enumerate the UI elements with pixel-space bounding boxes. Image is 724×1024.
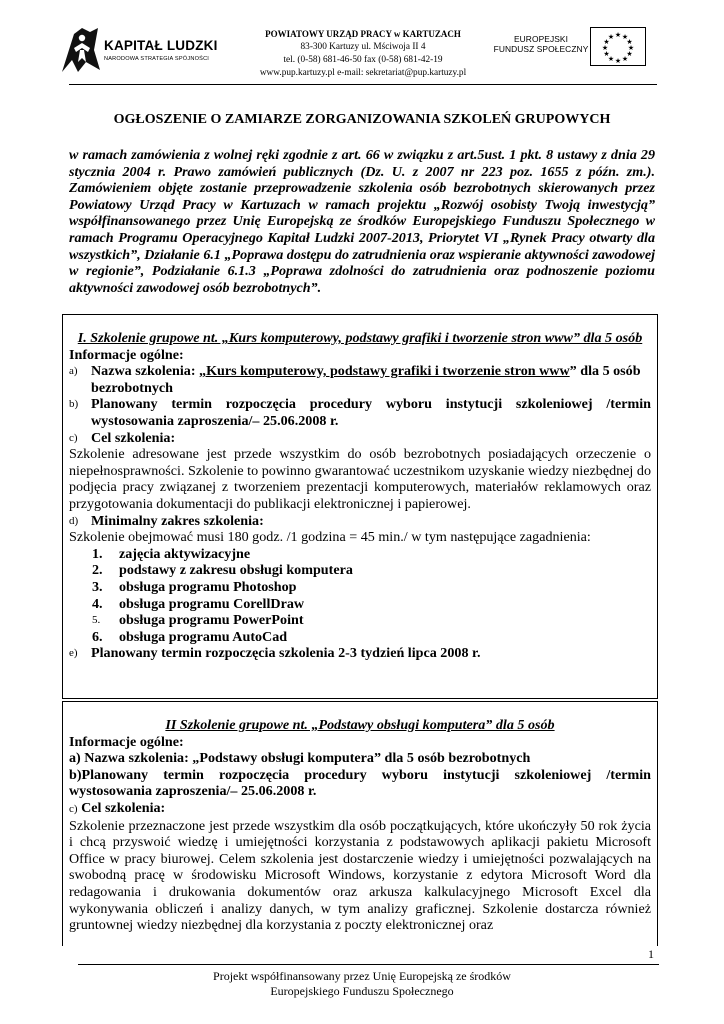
section-1-scope-text: Szkolenie obejmować musi 180 godz. /1 godzina = 45 min./ w tym następujące zagadnienia:: [69, 529, 591, 546]
item-d-heading: Minimalny zakres szkolenia:: [91, 512, 264, 529]
office-web: www.pup.kartuzy.pl e-mail: sekretariat@pup.kartuzy.pl: [259, 68, 467, 78]
section-2-info-heading: Informacje ogólne:: [69, 733, 184, 750]
svg-text:★: ★: [603, 50, 610, 58]
svg-text:★: ★: [603, 38, 610, 46]
page-title: OGŁOSZENIE O ZAMIARZE ZORGANIZOWANIA SZKOLEŃ GRUPOWYCH: [113, 112, 611, 127]
item-c-heading: Cel szkolenia:: [81, 799, 166, 816]
item-a-suffix: ” dla 5 osób bezrobotnych: [91, 363, 641, 396]
topic-item: 2. podstawy z zakresu obsługi komputera: [92, 562, 353, 579]
section-2-goal-text: Szkolenie przeznaczone jest przede wszystkim dla osób początkujących, które ukończyły 50 rok życia i chcą przyswoić wiedzę i umiejętności korzystania z podstawowych aplikacji pakietu Microsoft Office w pracy biurowej. Celem szkolenia jest dostarczenie wiedzy i umiejętności pozwalających na swobodną pracę w środowisku Microsoft Windows, korzystanie z edytora Microsoft Word dla redagowania i drukowania dokumentów oraz arkusza kalkulacyjnego Microsoft Excel dla wykonywania obliczeń i analizy danych, w tym analizy graficznej. Szkolenie dostarcza również gruntownej wiedzy niezbędnej dla korzystania z poczty elektronicznej oraz: [69, 817, 651, 934]
eu-flag-icon: [590, 27, 646, 66]
footer-divider: [78, 964, 659, 965]
kapital-ludzki-title: KAPITAŁ LUDZKI: [104, 38, 218, 53]
footer-line-2: Europejskiego Funduszu Społecznego: [270, 983, 454, 998]
svg-text:★: ★: [607, 33, 615, 41]
intro-paragraph: w ramach zamówienia z wolnej ręki zgodnie z art. 66 w związku z art.5ust. 1 pkt. 8 ustawy z dnia 29 stycznia 2004 r. Prawo zamówień publicznych (Dz. U. z 2007 nr 223 poz. 1655 z późn. zm.). Zamówieniem objęte zostanie przeprowadzenie szkolenia osób bezrobotnych skierowanych przez Powiatowy Urząd Pracy w Kartuzach w ramach projektu „Rozwój osobisty Twoją inwestycją” współfinansowanego przez Unię Europejską ze środków Europejskiego Funduszu Społecznego w ramach Programu Operacyjnego Kapitał Ludzki 2007-2013, Priorytet VI „Rynek Pracy otwarty dla wszystkich”, Działanie 6.1 „Poprawa dostępu do zatrudnienia oraz wspieranie aktywności zawodowej w regionie”, Podziałanie 6.1.3 „Poprawa zdolności do zatrudnienia oraz podnoszenie poziomu aktywności zawodowej osób bezrobotnych”.: [69, 147, 655, 296]
topic-item: 1. zajęcia aktywizacyjne: [92, 545, 251, 562]
footer: [0, 969, 724, 998]
section-1-item-a: [69, 363, 651, 396]
svg-text:★: ★: [601, 44, 609, 52]
office-name: POWIATOWY URZĄD PRACY w KARTUZACH: [265, 29, 461, 39]
svg-text:★: ★: [626, 50, 633, 58]
kapital-ludzki-logo: [60, 26, 230, 78]
kapital-ludzki-subtitle: NARODOWA STRATEGIA SPÓJNOŚCI: [104, 56, 210, 62]
item-c-label: c): [69, 802, 78, 815]
svg-text:★: ★: [626, 38, 633, 46]
item-e-label: e): [69, 647, 78, 660]
office-address: 83-300 Kartuzy ul. Mściwoja II 4: [300, 42, 426, 52]
svg-text:★: ★: [607, 55, 615, 63]
item-a-label: a): [69, 365, 78, 378]
section-2-title: II Szkolenie grupowe nt. „Podstawy obsługi komputera” dla 5 osób: [165, 717, 555, 733]
section-1-item-d: [69, 513, 651, 530]
section-2-item-c: [69, 800, 651, 818]
svg-text:★: ★: [614, 57, 622, 65]
section-1-item-c: [69, 430, 651, 447]
office-address-block: [236, 28, 490, 80]
item-c-heading: Cel szkolenia:: [91, 429, 176, 446]
section-1-title: I. Szkolenie grupowe nt. „Kurs komputerowy, podstawy grafiki i tworzenie stron www” dla 5 osób: [77, 330, 643, 346]
efs-logo-text: [492, 34, 590, 54]
svg-text:★: ★: [621, 55, 629, 63]
topic-item: 5. obsługa programu PowerPoint: [92, 612, 304, 629]
item-a-course-name: „Kurs komputerowy, podstawy grafiki i tworzenie stron www: [199, 363, 570, 380]
svg-text:★: ★: [621, 33, 629, 41]
item-b-text: Planowany termin rozpoczęcia procedury wyboru instytucji szkoleniowej /termin wystosowania zaproszenia/– 25.06.2008 r.: [91, 396, 651, 429]
office-phone: tel. (0-58) 681-46-50 fax (0-58) 681-42-19: [283, 55, 443, 65]
efs-line1: EUROPEJSKI: [513, 34, 569, 44]
section-2-item-b: b)Planowany termin rozpoczęcia procedury wyboru instytucji szkoleniowej /termin wystosowania zaproszenia/– 25.06.2008 r.: [69, 766, 651, 800]
efs-line2: FUNDUSZ SPOŁECZNY: [493, 44, 589, 54]
footer-line-1: Projekt współfinansowany przez Unię Europejską ze środków: [213, 969, 511, 983]
topic-item: 3. obsługa programu Photoshop: [92, 578, 297, 595]
section-1-item-b: [69, 396, 651, 429]
kapital-ludzki-emblem-icon: [60, 26, 100, 74]
section-1-item-e: [69, 645, 651, 662]
topic-item: 6. obsługa programu AutoCad: [92, 628, 288, 645]
item-e-text: Planowany termin rozpoczęcia szkolenia 2-3 tydzień lipca 2008 r.: [91, 645, 481, 662]
training-section-1: [62, 314, 658, 699]
svg-text:★: ★: [627, 44, 635, 52]
item-c-label: c): [69, 431, 78, 444]
training-section-2: [62, 701, 658, 946]
header-divider: [69, 84, 657, 85]
item-b-label: b): [69, 398, 79, 411]
topic-item: 4. obsługa programu CorellDraw: [92, 595, 305, 612]
section-1-goal-text: Szkolenie adresowane jest przede wszystkim do osób bezrobotnych posiadających orzeczenie o niepełnosprawności. Szkolenie to powinno gwarantować uczestnikom uzyskanie wiedzy niezbędnej do podjęcia pracy związanej z tworzeniem prezentacji komputerowych, materiałów reklamowych oraz przygotowania dokumentacji do publikacji elektronicznej i papierowej.: [69, 446, 651, 512]
page-number: 1: [648, 947, 654, 961]
section-1-info-heading: Informacje ogólne:: [69, 346, 184, 363]
svg-text:★: ★: [614, 31, 622, 39]
item-a-prefix: Nazwa szkolenia:: [91, 363, 200, 380]
item-d-label: d): [69, 514, 79, 527]
section-2-item-a: a) Nazwa szkolenia: „Podstawy obsługi komputera” dla 5 osób bezrobotnych: [69, 750, 531, 767]
